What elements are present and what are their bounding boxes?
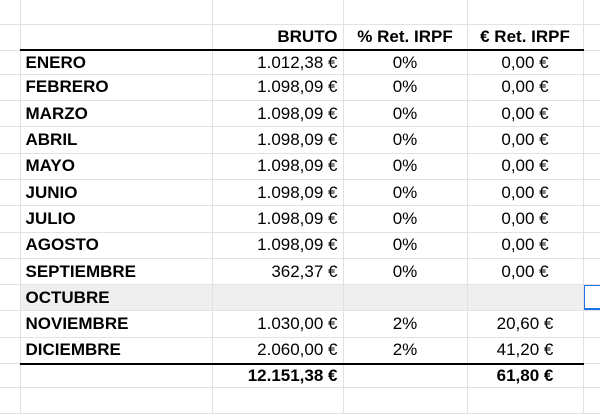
table-row xyxy=(0,74,600,100)
cell[interactable] xyxy=(583,50,600,74)
pct-ret-cell[interactable]: 2% xyxy=(343,311,467,337)
pct-ret-cell[interactable] xyxy=(343,285,467,311)
eur-ret-cell[interactable]: 0,00 € xyxy=(467,101,583,127)
cell[interactable] xyxy=(583,0,600,24)
cell[interactable] xyxy=(583,337,600,363)
month-cell[interactable]: NOVIEMBRE xyxy=(20,311,212,337)
bruto-cell[interactable]: 1.098,09 € xyxy=(212,74,343,100)
month-cell[interactable]: AGOSTO xyxy=(20,232,212,258)
cell[interactable] xyxy=(583,364,600,388)
bruto-cell[interactable]: 1.098,09 € xyxy=(212,101,343,127)
eur-ret-cell[interactable] xyxy=(467,285,583,311)
eur-ret-cell[interactable]: 0,00 € xyxy=(467,50,583,74)
eur-ret-cell[interactable]: 0,00 € xyxy=(467,179,583,205)
totals-row xyxy=(0,364,600,388)
table-row xyxy=(0,50,600,74)
month-cell[interactable]: OCTUBRE xyxy=(20,285,212,311)
cell[interactable] xyxy=(0,153,20,179)
cell[interactable] xyxy=(583,285,600,311)
month-cell[interactable]: JULIO xyxy=(20,206,212,232)
totals-ret-cell[interactable]: 61,80 € xyxy=(467,364,583,388)
month-cell[interactable]: MAYO xyxy=(20,153,212,179)
cell[interactable] xyxy=(583,258,600,284)
pct-ret-cell[interactable]: 0% xyxy=(343,127,467,153)
bruto-cell[interactable]: 1.098,09 € xyxy=(212,232,343,258)
pct-ret-cell[interactable]: 0% xyxy=(343,74,467,100)
bruto-cell[interactable]: 1.098,09 € xyxy=(212,127,343,153)
cell[interactable] xyxy=(0,206,20,232)
cell[interactable] xyxy=(0,179,20,205)
cell[interactable] xyxy=(0,74,20,100)
cell[interactable] xyxy=(583,74,600,100)
eur-ret-cell[interactable]: 0,00 € xyxy=(467,74,583,100)
pct-ret-cell[interactable]: 0% xyxy=(343,50,467,74)
cell[interactable] xyxy=(0,337,20,363)
cell[interactable] xyxy=(0,127,20,153)
table-row xyxy=(0,258,600,284)
selected-cell-outline[interactable] xyxy=(583,285,600,311)
table-row xyxy=(0,206,600,232)
table-row xyxy=(0,285,600,311)
cell[interactable] xyxy=(0,311,20,337)
bruto-cell[interactable]: 1.012,38 € xyxy=(212,50,343,74)
bruto-cell[interactable]: 2.060,00 € xyxy=(212,337,343,363)
pct-ret-cell[interactable]: 0% xyxy=(343,153,467,179)
cell[interactable] xyxy=(583,24,600,50)
table-row xyxy=(0,337,600,363)
cell[interactable] xyxy=(0,24,20,50)
eur-ret-cell[interactable]: 0,00 € xyxy=(467,232,583,258)
cell[interactable] xyxy=(0,285,20,311)
cell[interactable] xyxy=(583,206,600,232)
pct-ret-cell[interactable]: 2% xyxy=(343,337,467,363)
grid-top-row xyxy=(0,0,600,24)
month-cell[interactable]: MARZO xyxy=(20,101,212,127)
month-cell[interactable]: FEBRERO xyxy=(20,74,212,100)
eur-ret-cell[interactable]: 0,00 € xyxy=(467,127,583,153)
cell[interactable] xyxy=(467,0,583,24)
pct-ret-cell[interactable]: 0% xyxy=(343,258,467,284)
header-row xyxy=(0,24,600,50)
table-row xyxy=(0,153,600,179)
header-cell-eur-ret[interactable]: € Ret. IRPF xyxy=(467,24,583,50)
month-cell[interactable]: DICIEMBRE xyxy=(20,337,212,363)
header-cell-bruto[interactable]: BRUTO xyxy=(212,24,343,50)
eur-ret-cell[interactable]: 0,00 € xyxy=(467,258,583,284)
table-row xyxy=(0,101,600,127)
cell[interactable] xyxy=(583,232,600,258)
table-row xyxy=(0,232,600,258)
totals-pct-cell[interactable] xyxy=(343,364,467,388)
month-cell[interactable]: ENERO xyxy=(20,50,212,74)
cell[interactable] xyxy=(0,364,20,388)
month-cell[interactable]: JUNIO xyxy=(20,179,212,205)
cell[interactable] xyxy=(343,0,467,24)
cell[interactable] xyxy=(583,127,600,153)
eur-ret-cell[interactable]: 20,60 € xyxy=(467,311,583,337)
bruto-cell[interactable] xyxy=(212,285,343,311)
cell[interactable] xyxy=(0,101,20,127)
pct-ret-cell[interactable]: 0% xyxy=(343,101,467,127)
cell[interactable] xyxy=(583,153,600,179)
bruto-cell[interactable]: 1.098,09 € xyxy=(212,206,343,232)
bruto-cell[interactable]: 362,37 € xyxy=(212,258,343,284)
cell[interactable] xyxy=(0,232,20,258)
bruto-cell[interactable]: 1.098,09 € xyxy=(212,153,343,179)
header-cell-month[interactable] xyxy=(20,24,212,50)
table-row xyxy=(0,179,600,205)
table-row xyxy=(0,127,600,153)
pct-ret-cell[interactable]: 0% xyxy=(343,206,467,232)
bruto-cell[interactable]: 1.098,09 € xyxy=(212,179,343,205)
cell[interactable] xyxy=(0,258,20,284)
eur-ret-cell[interactable]: 0,00 € xyxy=(467,153,583,179)
cell[interactable] xyxy=(20,0,212,24)
table-row xyxy=(0,311,600,337)
cell[interactable] xyxy=(0,50,20,74)
cell[interactable] xyxy=(583,179,600,205)
pct-ret-cell[interactable]: 0% xyxy=(343,179,467,205)
cell[interactable] xyxy=(0,0,20,24)
eur-ret-cell[interactable]: 0,00 € xyxy=(467,206,583,232)
cell[interactable] xyxy=(583,311,600,337)
pct-ret-cell[interactable]: 0% xyxy=(343,232,467,258)
month-cell[interactable]: ABRIL xyxy=(20,127,212,153)
bruto-cell[interactable]: 1.030,00 € xyxy=(212,311,343,337)
totals-bruto-cell[interactable]: 12.151,38 € xyxy=(212,364,343,388)
header-cell-pct-ret[interactable]: % Ret. IRPF xyxy=(343,24,467,50)
eur-ret-cell[interactable]: 41,20 € xyxy=(467,337,583,363)
totals-label-cell[interactable] xyxy=(20,364,212,388)
month-cell[interactable]: SEPTIEMBRE xyxy=(20,258,212,284)
cell[interactable] xyxy=(583,101,600,127)
cell[interactable] xyxy=(212,0,343,24)
